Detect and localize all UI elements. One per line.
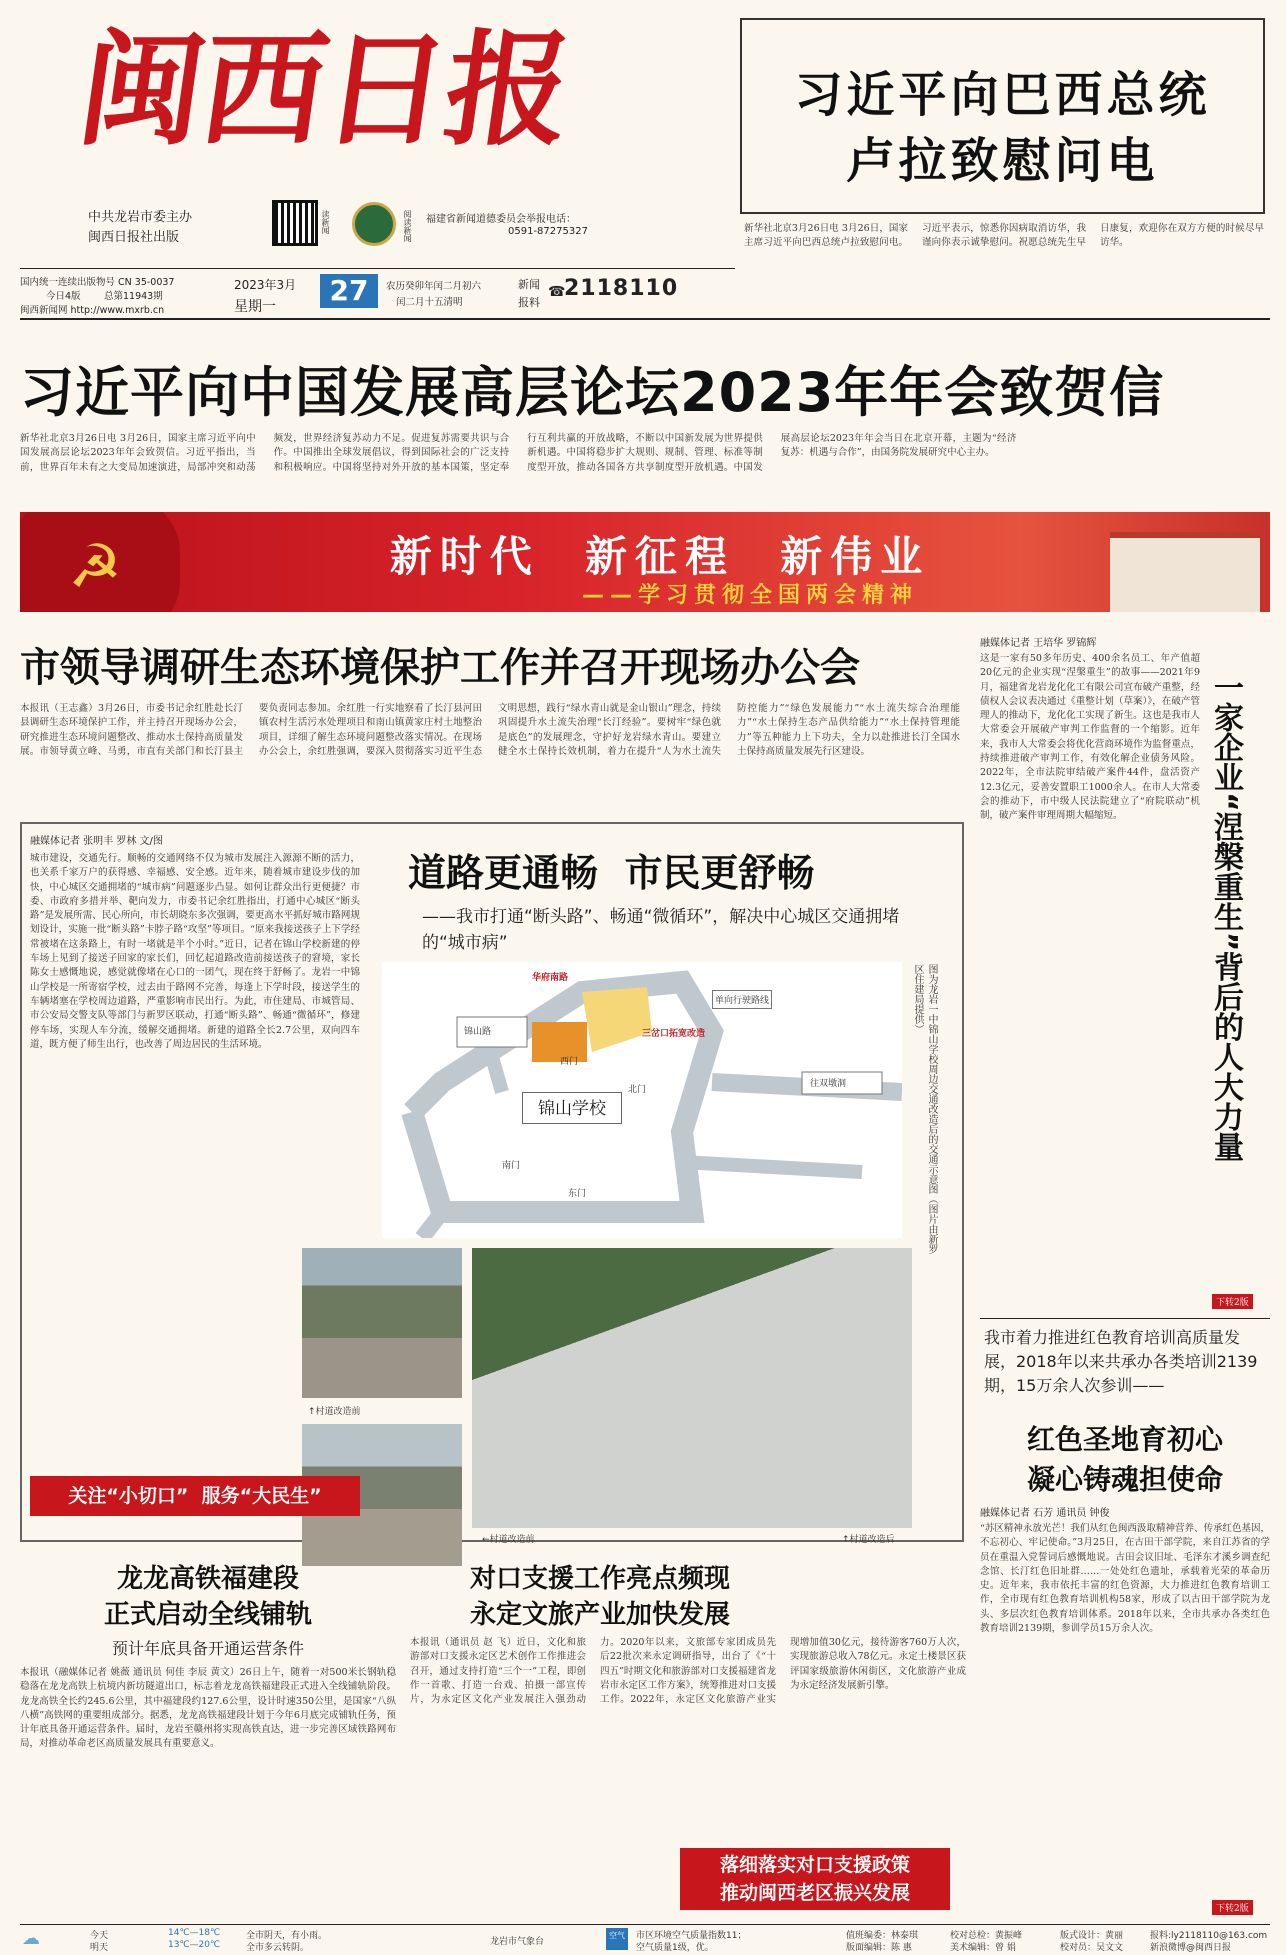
edu-title-1: 红色圣地育初心 [1026,1423,1223,1456]
map-label-road2: 锦山路 [464,1027,492,1037]
aid-badge-line-2: 推动闽西老区振兴发展 [719,1882,910,1904]
enterprise-vertical-title: 一家企业“涅槃重生”背后的人大力量 [1208,672,1243,1162]
news-hotline-label-2: 报料 [518,296,540,309]
weather-icon: ☁ [22,1928,40,1949]
rail-story [20,1552,396,1922]
footer [20,1926,1270,1954]
gate-north: 北门 [628,1085,647,1095]
news-hotline-number: 2118110 [564,276,679,301]
map-label-road1: 华府南路 [532,973,569,983]
newspaper-logo: 闽西日报 [69,18,579,163]
road-body: 城市建设，交通先行。顺畅的交通网络不仅为城市发展注入源源不断的活力，也关系千家万户的获得感、幸福感、安全感。近年来，随着城市建设步伐的加快，中心城区交通拥堵的“城市病”问题逐步凸显。如何让群众出行更便捷？市委、市政府多措并举、靶向发力，市委书记余红胜指出，打通中心城区“断头路”是发展所需、民心所向，市长胡晓东多次强调，要更高水平抓好城市路网规划设计，实施一批“断头路”卡脖子路“攻坚”等项目。“原来我接送孩子上下学经常被堵在这条路上，有时一堵就是半个小时。”近日，记者在锦山学校新建的停车场上见到了接送子回家的家长们，回忆起道路改造前接送孩子的窘境，家长陈女士感慨地说，感觉就像堵在心口的一团气，现在终于舒畅了。龙岩一中锦山学校是一所寄宿学校，过去由于路网不完善，每逢上下学时段，接送学生的车辆堵塞在学校周边道路，严重影响市民出行。为此，市住建局、市城管局、市公安局交警支队等部门与新罗区联动，打通“断头路”、畅通“微循环”，修建停车场，实现人车分流，缓解交通拥堵。新建的道路全长2.7公里，双向四车道，既方便了师生出行，也改善了周边居民的生活环境。 [30,853,360,1050]
banner-subtitle: ——学习贯彻全国两会精神 [581,583,918,608]
map-svg [382,962,902,1238]
aqi-label: 空气 [606,1928,628,1950]
eco-body: 本报讯（王志鑫）3月26日，市委书记余红胜赴长汀县调研生态环境保护工作，并主持召开现场办公会，研究推进生态环境问题整改、推动水土保持高质量发展。市领导黄立峰、马勇，市直有关部门和长汀县主要负责同志参加。余红胜一行实地察看了长汀县河田镇农村生活污水处理项目和南山镇黄家庄村土地整治项目，详细了解生态环境问题整改落实情况。在现场办公会上，余红胜强调，要深入贯彻落实习近平生态文明思想，践行“绿水青山就是金山银山”理念，持续巩固提升水土流失治理“长汀经验”。要树牢“绿色就是底色”的发展理念，守护好龙岩绿水青山。要建立健全水土保持长效机制，着力在提升“人为水土流失防控能力”“绿色发展能力”“水土流失综合治理能力”“水土保持生态产品供给能力”“水土保持管理能力”等五种能力上下功夫，全力以赴推进长汀全国水土保持高质量发展先行区建设。 [20,703,960,757]
weather-tomorrow-desc: 全市多云转阴。 [246,1943,310,1953]
weather-today-label: 今天 [90,1931,109,1941]
map-note-oneway: 单向行驶路线 [712,990,772,1009]
aid-title-2: 永定文旅产业加快发展 [469,1600,730,1630]
aid-badge-line-1: 落细落实对口支援政策 [719,1854,910,1876]
aid-body: 本报讯（通讯员 赵 飞）近日，文化和旅游部对口支援永定区艺术创作工作推进会召开，通过支持打造“三个一”工程，即创作一首歌、打造一台戏、拍摄一部宣传片，为永定区文化产业发展注入强劲动力。2020年以来，文旅部专家团成员先后22批次来永定调研指导，出台了《“十四五”时期文化和旅游部对口支援福建省龙岩市永定区工作方案》，统筹推进对口支援工作。2022年，永定区文化旅游产业实现增加值30亿元，接待游客760万人次，实现旅游总收入78亿元。永定土楼景区获评国家级旅游休闲街区，文化旅游产业成为永定经济发展新引擎。 [410,1637,966,1706]
website[interactable]: 闽西新闻网 http://www.mxrb.cn [20,305,165,316]
seal-icon [352,202,396,246]
road-column-badge: 关注“小切口” 服务“大民生” [30,1476,360,1516]
qr-code[interactable] [272,200,318,246]
issue-day: 27 [320,274,378,308]
theme-banner [20,512,1270,612]
phone-icon: ☎ [548,284,566,300]
gate-east: 东门 [568,1189,587,1199]
weather-today-desc: 全市阴天，有小雨。 [246,1931,328,1941]
masthead [20,10,740,290]
editor-3: 校对总检：黄振峰 [950,1931,1023,1941]
edu-title-2: 凝心铸魂担使命 [1026,1463,1223,1496]
top-right-story [740,18,1270,314]
banner-slogan: 新时代 新征程 新伟业 [389,532,931,581]
total-issue: 总第11943期 [104,291,163,302]
issue-yearmonth: 2023年3月 [234,278,297,292]
photo-before-2-caption: ←村道改造前 [482,1535,535,1545]
aqi-line-1: 市区环境空气质量指数11； [636,1931,747,1941]
enterprise-continue: 下转2版 [1212,1294,1253,1309]
edu-body: “苏区精神永放光芒！我们从红色闽西汲取精神营养、传承红色基因，不忘初心、牢记使命。”3月25日，在古田干部学院，来自江苏省的学员在重温入党誓词后感慨地说。古田会议旧址、毛泽东才溪乡调查纪念馆、长汀红色旧址群……一处处红色遗址，承载着光荣的革命历史。近年来，我市依托丰富的红色资源，大力推进红色教育培训工作，全市现有红色教育培训机构58家，形成了以古田干部学院为龙头、多层次红色教育培训体系。2018年以来，全市共承办各类红色教育培训2139期，参训学员15万余人次。 [980,1523,1270,1635]
road-story [20,822,964,1545]
editor-1: 值班编委：林泰琪 [846,1931,919,1941]
rail-title-2: 正式启动全线铺轨 [103,1600,312,1630]
editor-5: 版式设计：黄丽 [1060,1931,1124,1941]
photo-before-1 [302,1248,462,1398]
road-byline: 融媒体记者 张明丰 罗林 文/图 [30,836,163,847]
aid-title-1: 对口支援工作亮点频现 [469,1564,730,1594]
building-graphic [1110,532,1260,612]
photo-before-1-caption: ↑村道改造前 [308,1407,361,1417]
rail-subtitle: 预计年底具备开通运营条件 [111,1639,304,1658]
editor-6: 校对员：吴文文 [1060,1943,1124,1953]
editor-4: 美术编辑：曾 娟 [950,1943,1016,1953]
map-label-road3: 往双墩洞 [810,1079,847,1089]
map-caption-vertical: 图为龙岩一中锦山学校周边交通改造后的交通示意图（图片由新罗区住建局提供） [912,964,937,1254]
lead-body: 新华社北京3月26日电 3月26日，国家主席习近平向中国发展高层论坛2023年年会致贺信。习近平指出，当前，世界百年未有之大变局加速演进，局部冲突和动荡频发，世界经济复苏动力不足。促进复苏需要共识与合作。中国推出全球发展倡议，得到国际社会的广泛支持和积极响应。中国将坚持对外开放的基本国策，坚定奉行互利共赢的开放战略，不断以中国新发展为世界提供新机遇。中国将稳步扩大规则、规制、管理、标准等制度型开放，推动各国各方共享制度型开放机遇。中国发展高层论坛2023年年会当日在北京开幕，主题为“经济复苏：机遇与合作”，由国务院发展研究中心主办。 [20,433,1017,473]
enterprise-byline: 融媒体记者 王培华 罗锦辉 [980,638,1097,649]
weather-tomorrow-temp: 13℃—20℃ [168,1940,221,1950]
page-count: 今日4版 [46,291,81,302]
sponsor-line-1: 中共龙岩市委主办 [88,210,193,225]
edu-intro: 我市着力推进红色教育培训高质量发展，2018年以来共承办各类培训2139期，15万余人次参训—— [984,1328,1258,1395]
enterprise-body: 这是一家有50多年历史、400余名员工、年产值超20亿元的企业实现“涅槃重生”的故事——2021年9月，福建省龙岩龙化化工有限公司宣布破产重整，经债权人会议表决通过《重整计划（草案）》，在破产管理人的推动下，龙化化工实现了新生。这也是我市人大常委会开展破产审判工作监督的一个缩影。近年来，我市人大常委会将优化营商环境作为监督重点，持续推进破产审判工作，有效化解企业债务风险。2022年，全市法院审结破产案件44件，盘活资产12.3亿元，妥善安置职工1000余人。在市人大常委会的推动下，市中级人民法院建立了“府院联动”机制，破产案件审理周期大幅缩短。 [980,653,1200,822]
top-right-body: 新华社北京3月26日电 3月26日，国家主席习近平向巴西总统卢拉致慰问电。习近平表示，惊悉你因病取消访华，我谨向你表示诚挚慰问。祝愿总统先生早日康复，欢迎你在双方方便的时候尽早访华。 [744,223,1264,249]
lunar-date-2: 闰二月十五清明 [396,297,463,308]
photo-after-caption: ↑村道改造后 [842,1535,895,1545]
gate-south: 南门 [502,1161,521,1171]
aid-badge [680,1848,950,1910]
aid-story [410,1552,966,1922]
road-headline: 道路更通畅 市民更舒畅 [408,851,815,895]
weather-tomorrow-label: 明天 [90,1943,109,1953]
edu-byline: 融媒体记者 石芳 通讯员 钟俊 [980,1508,1110,1519]
map-note-widen: 三岔口拓宽改造 [642,1029,706,1039]
issue-weekday: 星期一 [234,299,276,315]
footer-email[interactable]: 报料:ly2118110@163.com [1150,1931,1268,1941]
school-label: 锦山学校 [522,1092,622,1124]
issue-info-bar [20,272,740,318]
qr-label-2: 阅读新闻 [403,210,412,242]
qr-label: 读新闻 [321,210,330,234]
eco-headline: 市领导调研生态环境保护工作并召开现场办公会 [20,645,860,691]
hotline-text: 福建省新闻道德委员会举报电话： [426,214,576,225]
hotline-number: 0591-87275327 [508,226,588,237]
road-subtitle: ——我市打通“断头路”、畅通“微循环”，解决中心城区交通拥堵的“城市病” [422,907,900,953]
aqi-line-2: 空气质量1级，优。 [636,1943,714,1953]
photo-after [472,1248,912,1528]
weather-source: 龙岩市气象台 [490,1937,545,1947]
lead-headline: 习近平向中国发展高层论坛2023年年会致贺信 [20,361,1165,424]
sponsor-line-2: 闽西日报社出版 [88,230,180,245]
top-right-title-1: 习近平向巴西总统 [794,67,1211,123]
edu-continue: 下转2版 [1212,1900,1253,1915]
lunar-date-1: 农历癸卯年闰二月初六 [386,281,482,292]
enterprise-story [980,632,1270,1312]
rail-title-1: 龙龙高铁福建段 [116,1564,299,1594]
news-hotline-label-1: 新闻 [518,278,540,291]
cn-number: 国内统一连续出版物号 CN 35-0037 [20,277,175,288]
gate-west: 西门 [560,1057,579,1067]
top-right-title-2: 卢拉致慰问电 [846,133,1159,189]
rail-body: 本报讯（融媒体记者 姚薇 通讯员 何佳 李辰 黄文）26日上午，随着一对500米长钢轨稳稳落在龙龙高铁上杭境内新坊隧道出口，标志着龙龙高铁福建段正式进入全线铺轨阶段。龙龙高铁全长约245.6公里，其中福建段约127.6公里，设计时速350公里，是国家“八纵八横”高铁网的重要组成部分。据悉，龙龙高铁福建段计划于今年6月底完成铺轨任务，预计年底具备开通运营条件。届时，龙岩至赣州将实现高铁直达，进一步完善区域铁路网布局，对推动革命老区高质量发展具有重要意义。 [20,1667,396,1750]
edu-story [980,1318,1270,1918]
weather-today-temp: 14℃—18℃ [168,1928,221,1938]
editor-2: 版面编辑：陈 惠 [846,1943,912,1953]
traffic-map [382,962,902,1238]
party-emblem-icon: ☭ [20,512,180,612]
footer-weibo[interactable]: 新浪微博@闽西日报 [1150,1943,1232,1953]
